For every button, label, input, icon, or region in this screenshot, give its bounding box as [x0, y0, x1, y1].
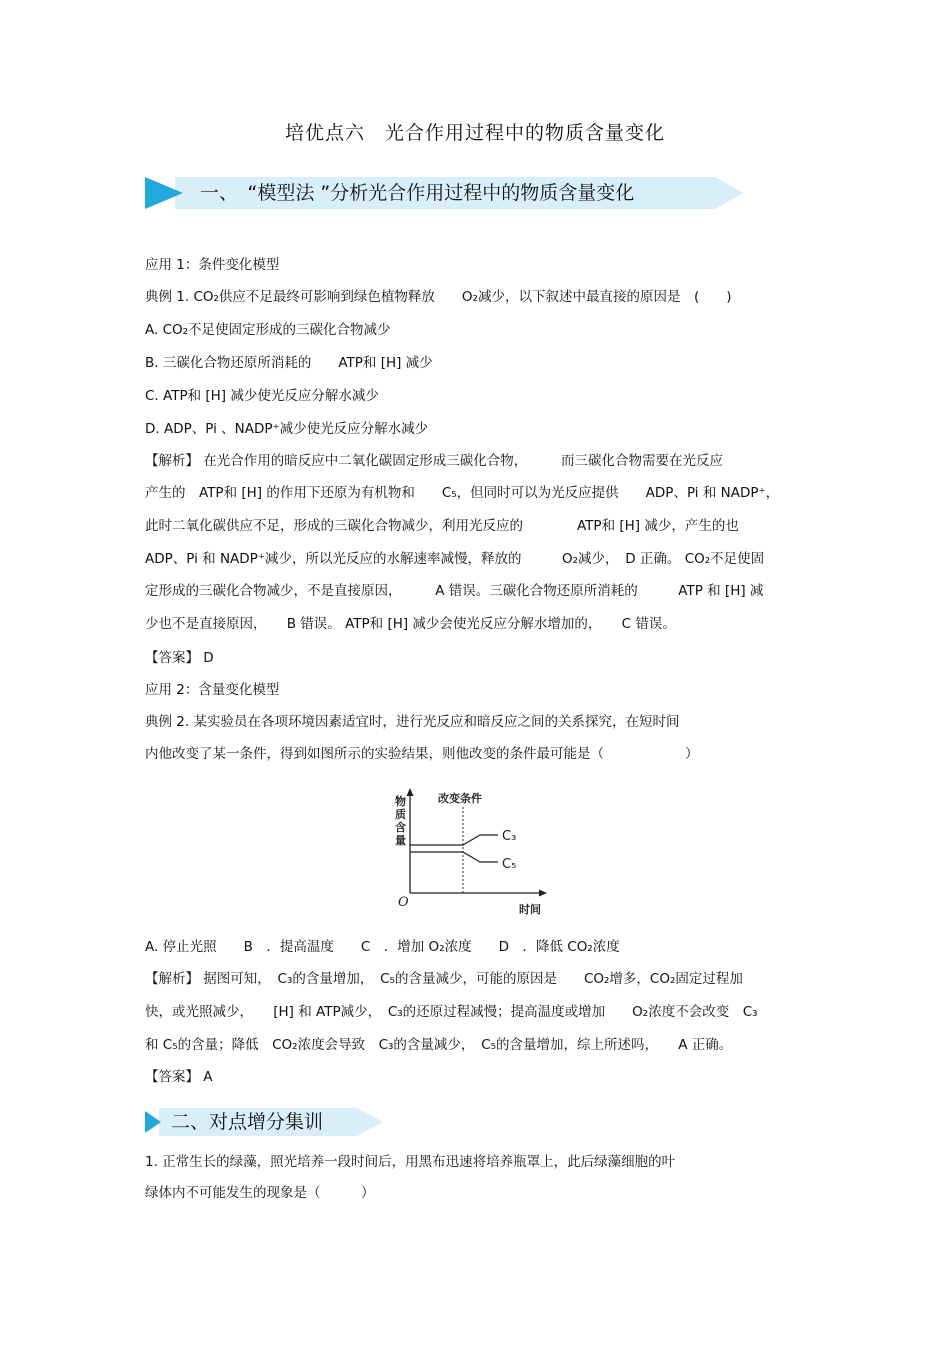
content-graph-figure [390, 785, 555, 920]
section-banner-2 [145, 1104, 385, 1140]
section-heading-1: 一、 “模型法 ”分析光合作用过程中的物质含量变化 [200, 182, 635, 204]
page-title: 培优点六 光合作用过程中的物质含量变化 [284, 122, 665, 144]
text-line: 少也不是直接原因， B 错误。 ATP和 [H] 减少会使光反应分解水增加的， C 错误。 [145, 616, 676, 632]
text-line: 【解析】 在光合作用的暗反应中二氧化碳固定形成三碳化合物， 而三碳化合物需要在光反应 [145, 453, 724, 469]
text-line: C. ATP和 [H] 减少使光反应分解水减少 [145, 388, 379, 404]
text-line: D. ADP、Pi 、NADP⁺减少使光反应分解水减少 [145, 421, 429, 437]
graph-c5-label: C₅ [502, 857, 517, 872]
choice-line: A. 停止光照 B ．提高温度 C ．增加 O₂浓度 D ．降低 CO₂浓度 [145, 939, 620, 955]
text-line: 快，或光照减少， [H] 和 ATP减少， C₃的还原过程减慢；提高温度或增加 O₂浓度不会改变 C₃ [145, 1004, 758, 1020]
section-banner-1 [145, 175, 745, 211]
text-line: 产生的 ATP和 [H] 的作用下还原为有机物和 C₅，但同时可以为光反应提供 ADP、Pi 和 NADP⁺， [145, 485, 780, 501]
text-line: 典例 1. CO₂供应不足最终可影响到绿色植物释放 O₂减少，以下叙述中最直接的原因是 ( ) [145, 289, 732, 305]
graph-event-label: 改变条件 [438, 792, 482, 805]
answer-line: 【答案】 D [145, 650, 214, 666]
text-line: 应用 1：条件变化模型 [145, 257, 280, 273]
question-line: 绿体内不可能发生的现象是（ ） [145, 1185, 375, 1201]
text-line: 此时二氧化碳供应不足，形成的三碳化合物减少，利用光反应的 ATP和 [H] 减少，产生的也 [145, 518, 739, 534]
graph-c3-label: C₃ [502, 829, 517, 844]
text-line: 定形成的三碳化合物减少，不是直接原因， A 错误。三碳化合物还原所消耗的 ATP 和 [H] 减 [145, 583, 764, 599]
text-line: 内他改变了某一条件，得到如图所示的实验结果，则他改变的条件最可能是（ ） [145, 746, 699, 762]
section-heading-2: 二、对点增分集训 [171, 1111, 324, 1133]
graph-xlabel: 时间 [519, 903, 541, 916]
graph-origin-label: O [398, 895, 409, 910]
question-line: 1. 正常生长的绿藻，照光培养一段时间后，用黑布迅速将培养瓶罩上，此后绿藻细胞的叶 [145, 1154, 676, 1170]
answer-line: 【答案】 A [145, 1069, 213, 1085]
text-line: 【解析】 据图可知， C₃的含量增加， C₅的含量减少，可能的原因是 CO₂增多，CO₂固定过程加 [145, 971, 743, 987]
text-line: ADP、Pi 和 NADP⁺减少，所以光反应的水解速率减慢，释放的 O₂减少， D 正确。 CO₂不足使固 [145, 551, 765, 567]
text-line: 应用 2：含量变化模型 [145, 682, 280, 698]
text-line: B. 三碳化合物还原所消耗的 ATP和 [H] 减少 [145, 355, 433, 371]
text-line: A. CO₂不足使固定形成的三碳化合物减少 [145, 322, 391, 338]
text-line: 典例 2. 某实验员在各项环境因素适宜时，进行光反应和暗反应之间的关系探究，在短时间 [145, 714, 680, 730]
graph-ylabel: 物质含量 [395, 795, 406, 847]
text-line: 和 C₅的含量；降低 CO₂浓度会导致 C₃的含量减少， C₅的含量增加，综上所述吗， A 正确。 [145, 1037, 733, 1053]
